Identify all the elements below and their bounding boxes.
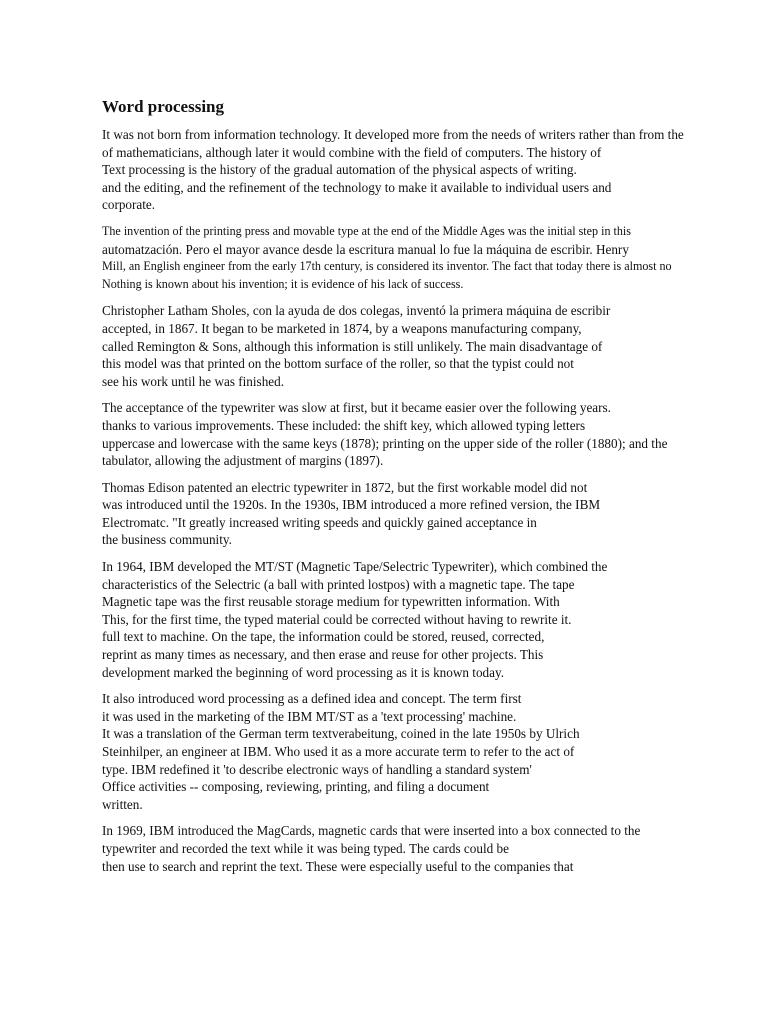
text-line: Text processing is the history of the gradual automation of the physical aspects of writing. (102, 162, 577, 178)
text-line: uppercase and lowercase with the same keys (1878); printing on the upper side of the roller (1880); and the (102, 435, 668, 451)
text-line: It was a translation of the German term textverabeitung, coined in the late 1950s by Ulrich (102, 726, 580, 742)
paragraph-acceptance (102, 399, 722, 469)
text-line: Office activities -- composing, reviewing, printing, and filing a document (102, 779, 490, 795)
text-line: It was not born from information technology. It developed more from the needs of writers rather than from the (102, 127, 684, 142)
text-line: this model was that printed on the bottom surface of the roller, so that the typist could not (102, 356, 574, 372)
text-line: The acceptance of the typewriter was slow at first, but it became easier over the following years. (102, 400, 611, 416)
text-line: Thomas Edison patented an electric typewriter in 1872, but the first workable model did not (102, 479, 588, 495)
text-line: called Remington & Sons, although this information is still unlikely. The main disadvantage of (102, 338, 603, 354)
text-line: the business community. (102, 532, 232, 548)
text-line: automatzación. Pero el mayor avance desde la escritura manual lo fue la máquina de escribir. Henry (102, 241, 629, 257)
paragraph-term (102, 690, 722, 813)
text-line: it was used in the marketing of the IBM MT/ST as a 'text processing' machine. (102, 708, 517, 724)
paragraph-printing-press (102, 223, 722, 293)
text-line: In 1964, IBM developed the MT/ST (Magnetic Tape/Selectric Typewriter), which combined the (102, 559, 608, 575)
document-page (102, 96, 722, 884)
text-line: typewriter and recorded the text while it was being typed. The cards could be (102, 840, 509, 856)
text-line: accepted, in 1867. It began to be marketed in 1874, by a weapons manufacturing company, (102, 320, 582, 336)
text-line: tabulator, allowing the adjustment of margins (1897). (102, 453, 384, 469)
text-line: Electromatc. "It greatly increased writing speeds and quickly gained acceptance in (102, 514, 537, 530)
text-line: Magnetic tape was the first reusable storage medium for typewritten information. With (102, 594, 560, 610)
text-line: In 1969, IBM introduced the MagCards, magnetic cards that were inserted into a box connected to the (102, 823, 641, 839)
text-line: Steinhilper, an engineer at IBM. Who used it as a more accurate term to refer to the act of (102, 744, 575, 759)
text-line: then use to search and reprint the text. These were especially useful to the companies that (102, 858, 574, 874)
text-line: of mathematicians, although later it would combine with the field of computers. The history of (102, 144, 602, 160)
text-line: full text to machine. On the tape, the information could be stored, reused, corrected, (102, 629, 545, 645)
paragraph-sholes (102, 302, 722, 390)
text-line: The invention of the printing press and movable type at the end of the Middle Ages was the initial step in this (102, 223, 631, 238)
text-line: type. IBM redefined it 'to describe electronic ways of handling a standard system' (102, 761, 532, 777)
paragraph-magcards (102, 822, 722, 875)
text-line: and the editing, and the refinement of the technology to make it available to individual users and (102, 179, 612, 195)
text-line: It also introduced word processing as a defined idea and concept. The term first (102, 691, 522, 707)
text-line: see his work until he was finished. (102, 373, 285, 389)
text-line: Christopher Latham Sholes, con la ayuda de dos colegas, inventó la primera máquina de escribir (102, 303, 611, 319)
text-line: reprint as many times as necessary, and then erase and reuse for other projects. This (102, 647, 544, 663)
text-line: This, for the first time, the typed material could be corrected without having to rewrite it. (102, 611, 572, 627)
document-title: Word processing (102, 97, 225, 116)
text-line: Mill, an English engineer from the early 17th century, is considered its inventor. The fact that today there is almost no (102, 259, 672, 274)
text-line: development marked the beginning of word processing as it is known today. (102, 664, 505, 680)
text-line: Nothing is known about his invention; it is evidence of his lack of success. (102, 276, 464, 291)
text-line: was introduced until the 1920s. In the 1930s, IBM introduced a more refined version, the IBM (102, 497, 601, 513)
paragraph-mtst (102, 558, 722, 681)
text-line: thanks to various improvements. These included: the shift key, which allowed typing letters (102, 417, 586, 433)
text-line: written. (102, 796, 143, 812)
paragraph-origins (102, 126, 722, 214)
paragraph-edison (102, 479, 722, 549)
text-line: corporate. (102, 197, 156, 213)
text-line: characteristics of the Selectric (a ball with printed lostpos) with a magnetic tape. The tape (102, 576, 575, 592)
